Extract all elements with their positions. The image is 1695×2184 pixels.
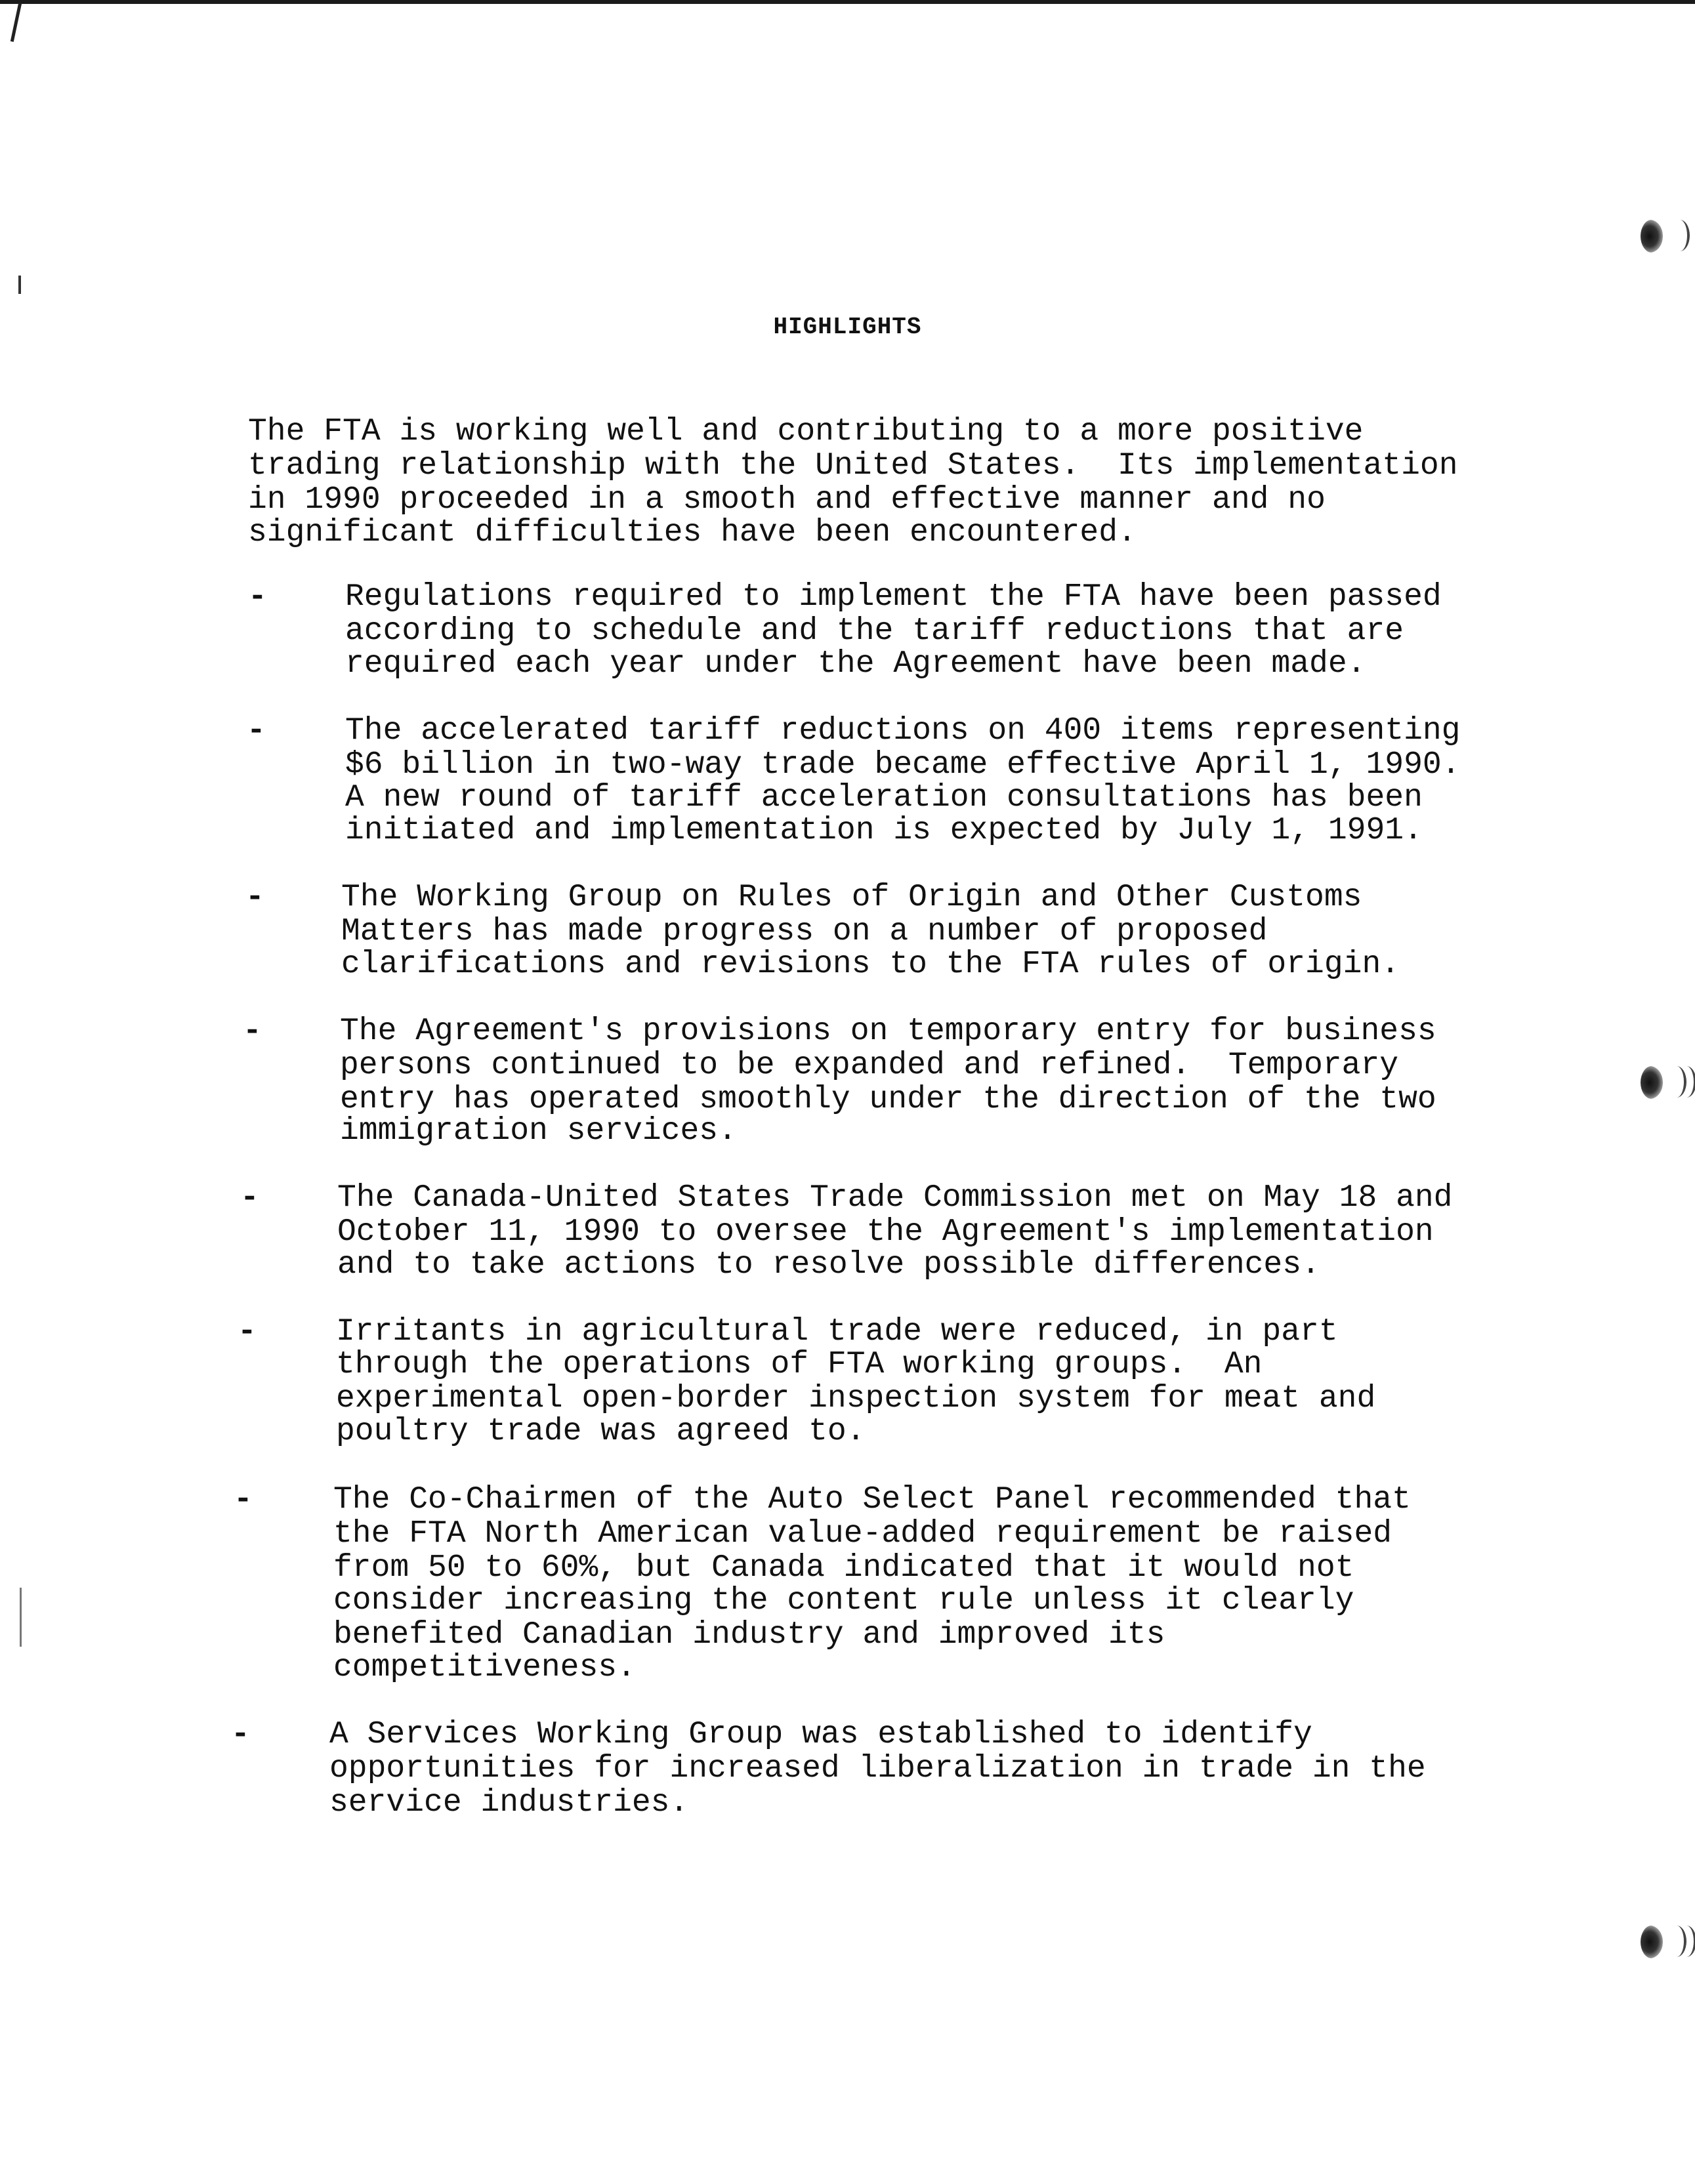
bullet-dash: - bbox=[238, 1314, 257, 1350]
bullet-line: required each year under the Agreement have been made. bbox=[345, 646, 1366, 682]
bullet-dash: - bbox=[231, 1717, 250, 1752]
intro-line: The FTA is working well and contributing to a more positive bbox=[248, 414, 1364, 449]
bullet-line: entry has operated smoothly under the direction of the two bbox=[340, 1082, 1436, 1117]
binder-hole-mark bbox=[1670, 220, 1690, 251]
bullet-dash: - bbox=[247, 713, 266, 749]
bullet-line: $6 billion in two-way trade became effective April 1, 1990. bbox=[345, 747, 1461, 783]
bullet-line: clarifications and revisions to the FTA rules of origin. bbox=[341, 947, 1400, 982]
bullet-line: poultry trade was agreed to. bbox=[336, 1414, 866, 1449]
binder-hole-mark bbox=[1641, 220, 1663, 253]
bullet-line: opportunities for increased liberalization in trade in the bbox=[329, 1751, 1426, 1786]
bullet-line: immigration services. bbox=[340, 1113, 737, 1149]
binder-hole-mark bbox=[1677, 1926, 1695, 1957]
bullet-line: A Services Working Group was established to identify bbox=[329, 1717, 1312, 1752]
bullet-dash: - bbox=[240, 1180, 259, 1216]
bullet-line: the FTA North American value-added requirement be raised bbox=[333, 1516, 1392, 1552]
bullet-line: A new round of tariff acceleration consultations has been bbox=[345, 780, 1423, 815]
intro-line: significant difficulties have been encountered. bbox=[248, 515, 1137, 550]
bullet-line: The Agreement's provisions on temporary entry for business bbox=[340, 1014, 1436, 1049]
bullet-line: through the operations of FTA working groups. An bbox=[336, 1347, 1263, 1382]
bullet-dash: - bbox=[248, 579, 267, 615]
binder-hole-mark bbox=[1641, 1926, 1663, 1958]
bullet-line: from 50 to 60%, but Canada indicated that it would not bbox=[333, 1550, 1354, 1586]
binder-hole-mark bbox=[1677, 1066, 1695, 1098]
intro-line: in 1990 proceeded in a smooth and effective manner and no bbox=[248, 482, 1326, 518]
scan-edge-mark bbox=[10, 3, 22, 42]
bullet-line: persons continued to be expanded and refined. Temporary bbox=[340, 1048, 1399, 1083]
scan-top-edge bbox=[0, 0, 1695, 4]
bullet-line: The Co-Chairmen of the Auto Select Panel recommended that bbox=[333, 1482, 1411, 1517]
intro-line: trading relationship with the United States. Its implementation bbox=[248, 448, 1458, 484]
bullet-dash: - bbox=[243, 1014, 262, 1049]
bullet-line: benefited Canadian industry and improved its bbox=[333, 1617, 1165, 1653]
bullet-line: The accelerated tariff reductions on 400 items representing bbox=[345, 713, 1461, 749]
bullet-dash: - bbox=[234, 1482, 253, 1517]
bullet-dash: - bbox=[245, 880, 264, 915]
scan-speck bbox=[18, 276, 21, 294]
binder-hole-mark bbox=[1641, 1066, 1663, 1099]
bullet-line: Irritants in agricultural trade were reduced, in part bbox=[336, 1314, 1338, 1350]
page-title: HIGHLIGHTS bbox=[773, 314, 922, 340]
bullet-line: service industries. bbox=[329, 1785, 689, 1821]
bullet-line: experimental open-border inspection system for meat and bbox=[336, 1381, 1376, 1416]
bullet-line: according to schedule and the tariff reductions that are bbox=[345, 613, 1404, 649]
scan-speck bbox=[20, 1588, 22, 1647]
bullet-line: October 11, 1990 to oversee the Agreement's implementation bbox=[337, 1214, 1434, 1250]
bullet-line: The Canada-United States Trade Commission met on May 18 and bbox=[337, 1180, 1453, 1216]
bullet-line: The Working Group on Rules of Origin and Other Customs bbox=[341, 880, 1362, 915]
bullet-line: and to take actions to resolve possible differences. bbox=[337, 1247, 1320, 1283]
bullet-line: initiated and implementation is expected by July 1, 1991. bbox=[345, 813, 1423, 848]
bullet-line: Regulations required to implement the FTA have been passed bbox=[345, 579, 1442, 615]
bullet-line: Matters has made progress on a number of proposed bbox=[341, 914, 1268, 949]
bullet-line: competitiveness. bbox=[333, 1650, 636, 1685]
bullet-line: consider increasing the content rule unless it clearly bbox=[333, 1583, 1354, 1618]
